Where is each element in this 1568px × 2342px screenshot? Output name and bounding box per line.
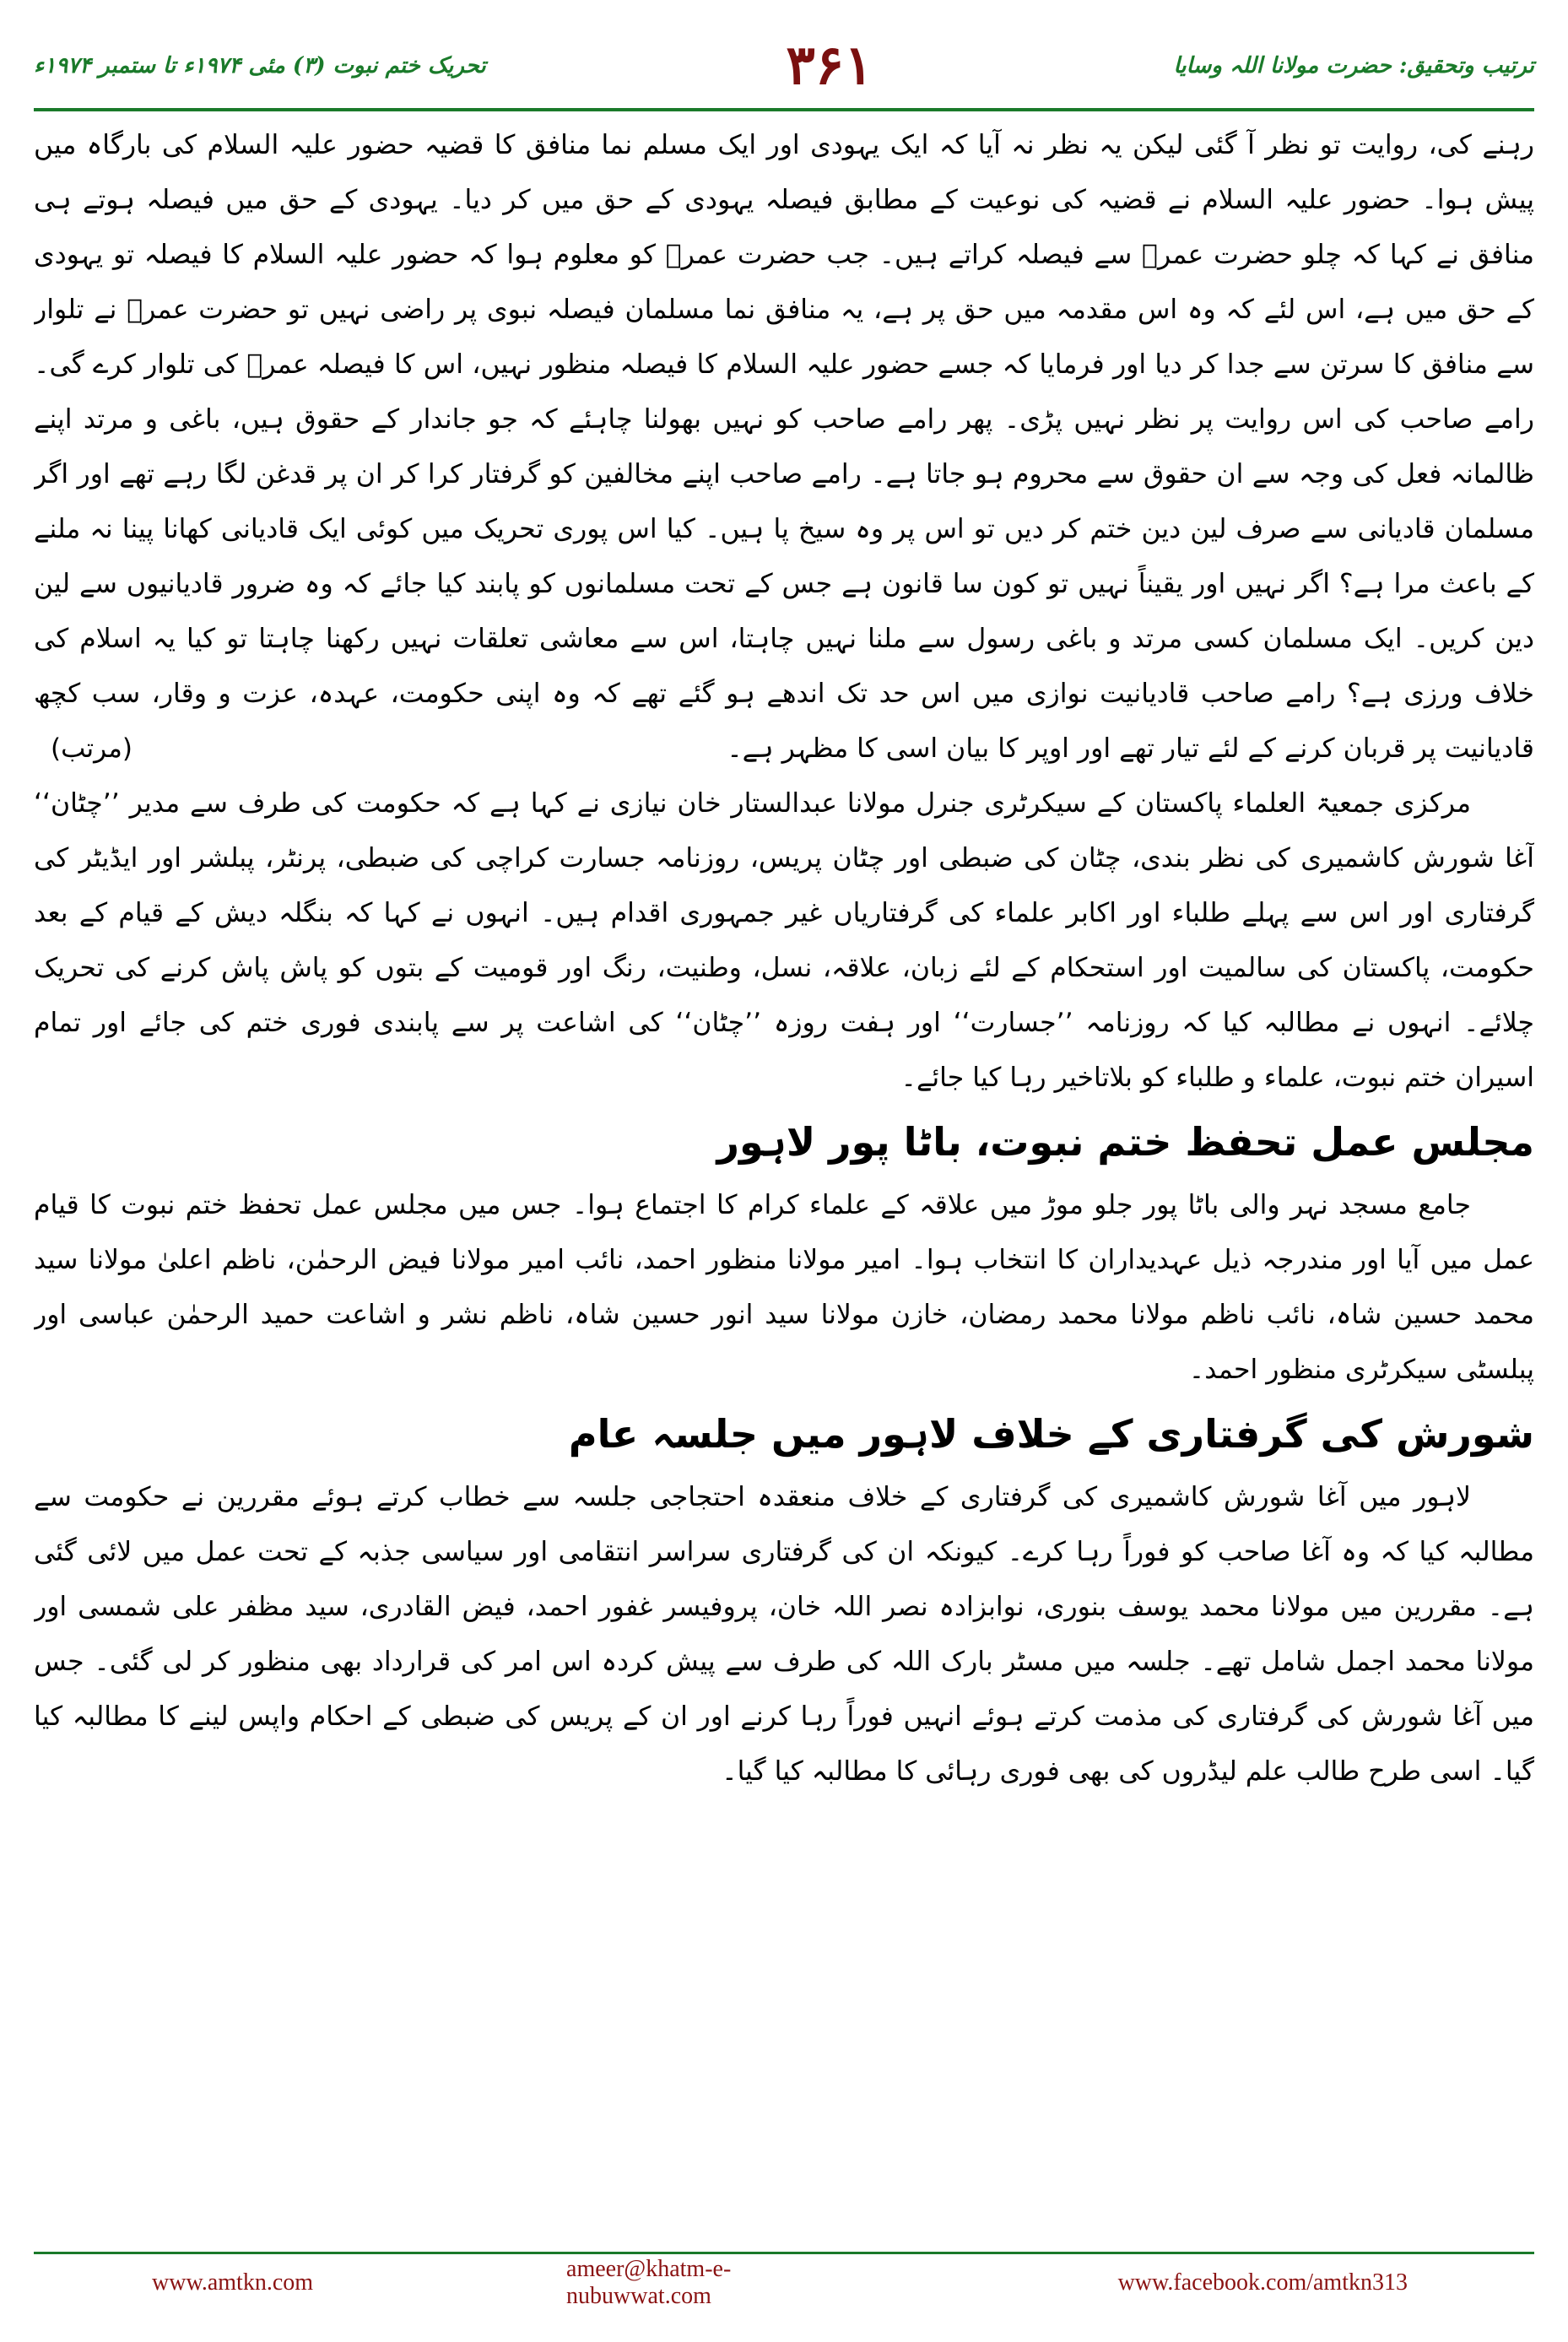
paragraph-1-text: رہنے کی، روایت تو نظر آ گئی لیکن یہ نظر نہ آیا کہ ایک یہودی اور ایک مسلم نما منافق کا قضیہ حضور علیہ السلام کی بارگاہ میں پیش ہوا۔ حضور علیہ السلام نے قضیہ کی نوعیت کے مطابق فیصلہ یہودی کے حق میں کر دیا۔ یہودی کے حق میں فیصلہ ہوتے ہی منافق نے کہا کہ چلو حضرت عمرؓ سے فیصلہ کراتے ہیں۔ جب حضرت عمرؓ کو معلوم ہوا کہ حضور علیہ السلام کا فیصلہ تو یہودی کے حق میں ہے، اس لئے کہ وہ اس مقدمہ میں حق پر ہے، یہ منافق نما مسلمان فیصلہ نبوی پر راضی نہیں تو حضرت عمرؓ نے تلوار سے منافق کا سرتن سے جدا کر دیا اور فرمایا کہ جسے حضور علیہ السلام کا فیصلہ منظور نہیں، اس کا فیصلہ عمرؓ کی تلوار کرے گی۔ رامے صاحب کی اس روایت پر نظر نہیں پڑی۔ پھر رامے صاحب کو نہیں بھولنا چاہئے کہ جو جاندار کے حقوق ہیں، باغی و مرتد اپنے ظالمانہ فعل کی وجہ سے ان حقوق سے محروم ہو جاتا ہے۔ رامے صاحب اپنے مخالفین کو گرفتار کرا کر ان پر قدغن لگا رہے تھے اور اگر مسلمان قادیانی سے صرف لین دین ختم کر دیں تو اس پر وہ سیخ پا ہیں۔ کیا اس پوری تحریک میں کوئی ایک قادیانی کھانا پینا نہ ملنے کے باعث مرا ہے؟ اگر نہیں اور یقیناً نہیں تو کون سا قانون ہے جس کے تحت مسلمانوں کو پابند کیا جائے کہ وہ ضرور قادیانیوں سے لین دین کریں۔ ایک مسلمان کسی مرتد و باغی رسول سے ملنا نہیں چاہتا، اس سے معاشی تعلقات نہیں رکھنا چاہتا تو کیا یہ اسلام کی خلاف ورزی ہے؟ رامے صاحب قادیانیت نوازی میں اس حد تک اندھے ہو گئے تھے کہ وہ اپنی حکومت، عہدہ، عزت و وقار، سب کچھ قادیانیت پر قربان کرنے کے لئے تیار تھے اور اوپر کا بیان اسی کا مظہر ہے۔ [34,130,1534,764]
section-heading-lahore-rally: شورش کی گرفتاری کے خلاف لاہور میں جلسہ عام [568,1411,1534,1457]
page-header [34,17,1534,114]
paragraph-1 [34,118,1534,776]
page-footer [34,2258,1534,2308]
section-heading-bata-pur: مجلس عمل تحفظ ختم نبوت، باٹا پور لاہور [716,1119,1534,1165]
paragraph-3: جامع مسجد نہر والی باٹا پور جلو موڑ میں علاقہ کے علماء کرام کا اجتماع ہوا۔ جس میں مجلس عمل تحفظ ختم نبوت کا قیام عمل میں آیا اور مندرجہ ذیل عہدیداران کا انتخاب ہوا۔ امیر مولانا منظور احمد، نائب امیر مولانا فیض الرحمٰن، ناظم اعلیٰ مولانا سید محمد حسین شاہ، نائب ناظم مولانا محمد رمضان، خازن مولانا سید انور حسین شاہ، ناظم نشر و اشاعت حمید الرحمٰن عباسی اور پبلسٹی سیکرٹری منظور احمد۔ [34,1190,1534,1385]
page-number: ۳۶۱ [786,34,873,97]
footer-facebook-link[interactable]: www.facebook.com/amtkn313 [1117,2269,1408,2296]
header-book-title: تحریک ختم نبوت (۳) مئی ۱۹۷۴ء تا ستمبر ۱۹۷۴ء [34,52,486,78]
page-body [34,118,1534,2245]
compiler-note: (مرتب) [51,733,132,764]
header-compiler: ترتیب وتحقیق: حضرت مولانا اللہ وسایا [1173,52,1534,78]
paragraph-4: لاہور میں آغا شورش کاشمیری کی گرفتاری کے خلاف منعقدہ احتجاجی جلسہ سے خطاب کرتے ہوئے مقررین نے حکومت سے مطالبہ کیا کہ وہ آغا صاحب کو فوراً رہا کرے۔ کیونکہ ان کی گرفتاری سراسر انتقامی اور سیاسی جذبہ کے تحت عمل میں لائی گئی ہے۔ مقررین میں مولانا محمد یوسف بنوری، نوابزادہ نصر اللہ خان، پروفیسر غفور احمد، فیض القادری، سید مظفر علی شمسی اور مولانا محمد اجمل شامل تھے۔ جلسہ میں مسٹر بارک اللہ کی طرف سے پیش کردہ اس امر کی قرارداد بھی منظور کر لی گئی۔ جس میں آغا شورش کی گرفتاری کی مذمت کرتے ہوئے انہیں فوراً رہا کرنے اور ان کے پریس کی ضبطی کے احکام واپس لینے کا مطالبہ کیا گیا۔ اسی طرح طالب علم لیڈروں کی بھی فوری رہائی کا مطالبہ کیا گیا۔ [34,1482,1534,1787]
footer-website-link[interactable]: www.amtkn.com [152,2269,314,2296]
footer-email-link[interactable]: ameer@khatm-e-nubuwwat.com [566,2256,732,2309]
header-divider [34,108,1534,111]
paragraph-2: مرکزی جمعیۃ العلماء پاکستان کے سیکرٹری جنرل مولانا عبدالستار خان نیازی نے کہا ہے کہ حکومت کی طرف سے مدیر ’’چٹان‘‘ آغا شورش کاشمیری کی نظر بندی، چٹان کی ضبطی اور چٹان پریس، روزنامہ جسارت کراچی کی ضبطی، پرنٹر، پبلشر اور ایڈیٹر کی گرفتاری اور اس سے پہلے طلباء اور اکابر علماء کی گرفتاریاں غیر جمہوری اقدام ہیں۔ انہوں نے کہا کہ بنگلہ دیش کے قیام کے بعد حکومت، پاکستان کی سالمیت اور استحکام کے لئے زبان، علاقہ، نسل، وطنیت، رنگ اور قومیت کے بتوں کو پاش پاش کرنے کی تحریک چلائے۔ انہوں نے مطالبہ کیا کہ روزنامہ ’’جسارت‘‘ اور ہفت روزہ ’’چٹان‘‘ کی اشاعت پر سے پابندی فوری ختم کی جائے اور تمام اسیران ختم نبوت، علماء و طلباء کو بلاتاخیر رہا کیا جائے۔ [34,788,1534,1093]
footer-divider [34,2252,1534,2254]
